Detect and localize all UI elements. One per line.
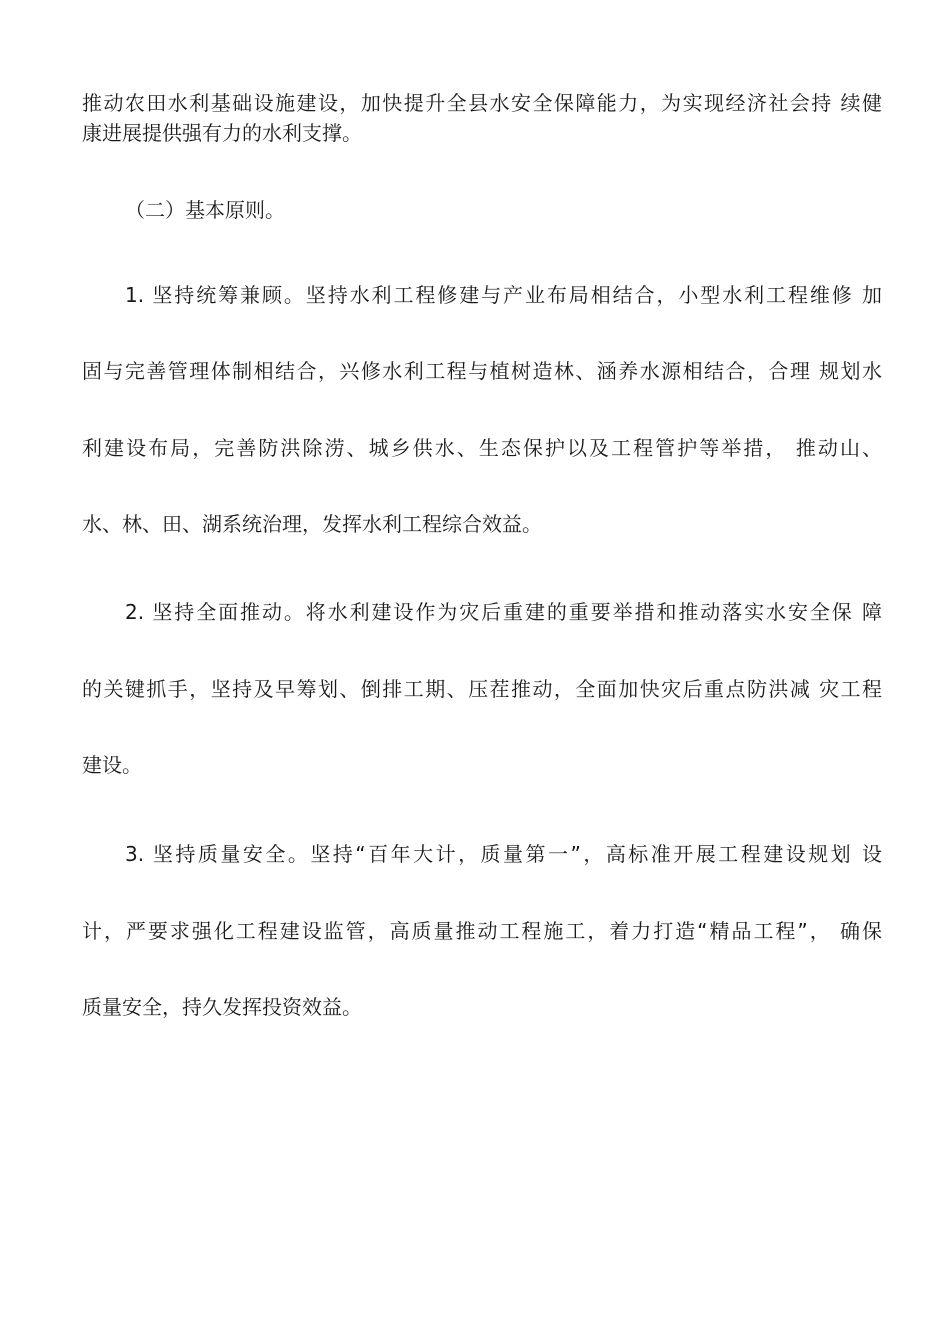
para1-line-4: 水、林、田、湖系统治理，发挥水利工程综合效益。 <box>82 512 542 536</box>
para3-line-3: 质量安全，持久发挥投资效益。 <box>82 995 362 1019</box>
section-heading: （二）基本原则。 <box>125 198 285 222</box>
para3-line-2: 计，严要求强化工程建设监管，高质量推动工程施工，着力打造“精品工程”， 确保 <box>82 919 882 943</box>
para2-line-3: 建设。 <box>82 753 142 777</box>
para2-line-1: 2. 坚持全面推动。将水利建设作为灾后重建的重要举措和推动落实水安全保 障 <box>125 600 882 624</box>
para1-line-2: 固与完善管理体制相结合，兴修水利工程与植树造林、涵养水源相结合，合理 规划水 <box>82 359 882 383</box>
para0-line-1: 推动农田水利基础设施建设，加快提升全县水安全保障能力，为实现经济社会持 续健 <box>82 91 882 115</box>
para3-line-1: 3. 坚持质量安全。坚持“百年大计，质量第一”，高标准开展工程建设规划 设 <box>125 842 882 866</box>
para1-line-1: 1. 坚持统筹兼顾。坚持水利工程修建与产业布局相结合，小型水利工程维修 加 <box>125 283 882 307</box>
para0-line-2: 康进展提供强有力的水利支撑。 <box>82 121 362 145</box>
para2-line-2: 的关键抓手，坚持及早筹划、倒排工期、压茬推动，全面加快灾后重点防洪减 灾工程 <box>82 677 882 701</box>
para1-line-3: 利建设布局，完善防洪除涝、城乡供水、生态保护以及工程管护等举措， 推动山、 <box>82 436 882 460</box>
